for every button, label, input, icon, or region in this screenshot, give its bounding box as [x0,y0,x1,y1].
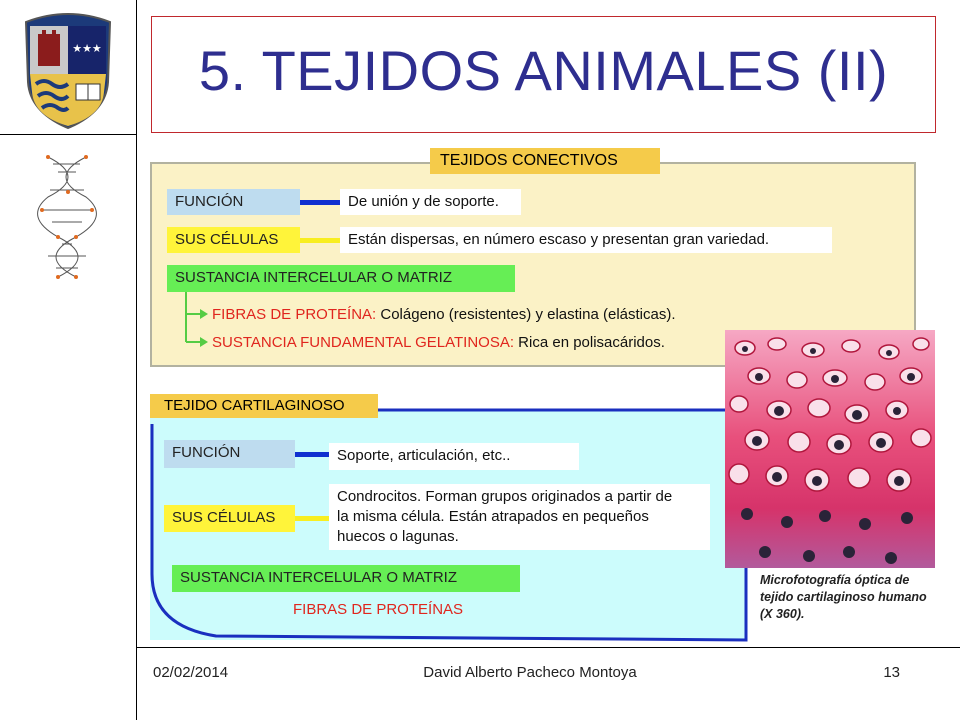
footer-date: 02/02/2014 [153,664,229,681]
logo-divider [0,134,137,135]
connective-fundamental-label: SUSTANCIA FUNDAMENTAL GELATINOSA: [212,334,514,351]
connective-celulas-connector [300,238,340,243]
cartilage-funcion-connector [295,452,329,457]
caption-line-1: Microfotografía óptica de [760,573,910,587]
cartilage-celulas-line-3: huecos o lagunas. [337,528,459,545]
caption-line-3: (X 360). [760,607,805,621]
connective-fundamental-line [212,334,732,351]
cartilage-matriz-label: SUSTANCIA INTERCELULAR O MATRIZ [172,565,520,592]
crest-stars: ★★★ [72,42,102,55]
cartilage-fibras-label: FIBRAS DE PROTEÍNAS [293,601,464,618]
cartilage-celulas-text [329,484,710,550]
footer-author: David Alberto Pacheco Montoya [423,664,637,681]
footer-page-number: 13 [883,664,900,681]
cartilage-funcion-label: FUNCIÓN [164,440,295,468]
connective-header: TEJIDOS CONECTIVOS [430,148,660,174]
cartilage-funcion-text: Soporte, articulación, etc.. [329,443,579,470]
left-divider [136,0,137,720]
cartilage-celulas-line-2: la misma célula. Están atrapados en pequeños [337,508,649,525]
connective-fibras-text: Colágeno (resistentes) y elastina (elásticas). [380,306,676,323]
caption-line-2: tejido cartilaginoso humano [760,590,927,604]
cartilage-celulas-connector [295,516,329,521]
connective-funcion-text: De unión y de soporte. [340,189,521,215]
cartilage-header: TEJIDO CARTILAGINOSO [150,394,378,418]
connective-celulas-label: SUS CÉLULAS [167,227,300,253]
cartilage-celulas-line-1: Condrocitos. Forman grupos originados a partir de [337,488,673,505]
connective-funcion-connector [300,200,340,205]
matriz-tree-connector [180,292,210,348]
connective-fibras-line [212,306,732,323]
connective-fundamental-text: Rica en polisacáridos. [518,334,665,351]
connective-celulas-text: Están dispersas, en número escaso y presentan gran variedad. [340,227,832,253]
footer-divider [137,647,960,648]
cartilage-micrograph-image [725,330,935,568]
dna-molecule-icon [28,152,106,282]
micrograph-caption [760,572,940,623]
school-crest-logo [22,8,114,130]
connective-fibras-label: FIBRAS DE PROTEÍNA: [212,306,377,323]
connective-matriz-label: SUSTANCIA INTERCELULAR O MATRIZ [167,265,515,292]
slide-title: 5. TEJIDOS ANIMALES (II) [198,39,889,102]
cartilage-celulas-label: SUS CÉLULAS [164,505,295,532]
connective-funcion-label: FUNCIÓN [167,189,300,215]
